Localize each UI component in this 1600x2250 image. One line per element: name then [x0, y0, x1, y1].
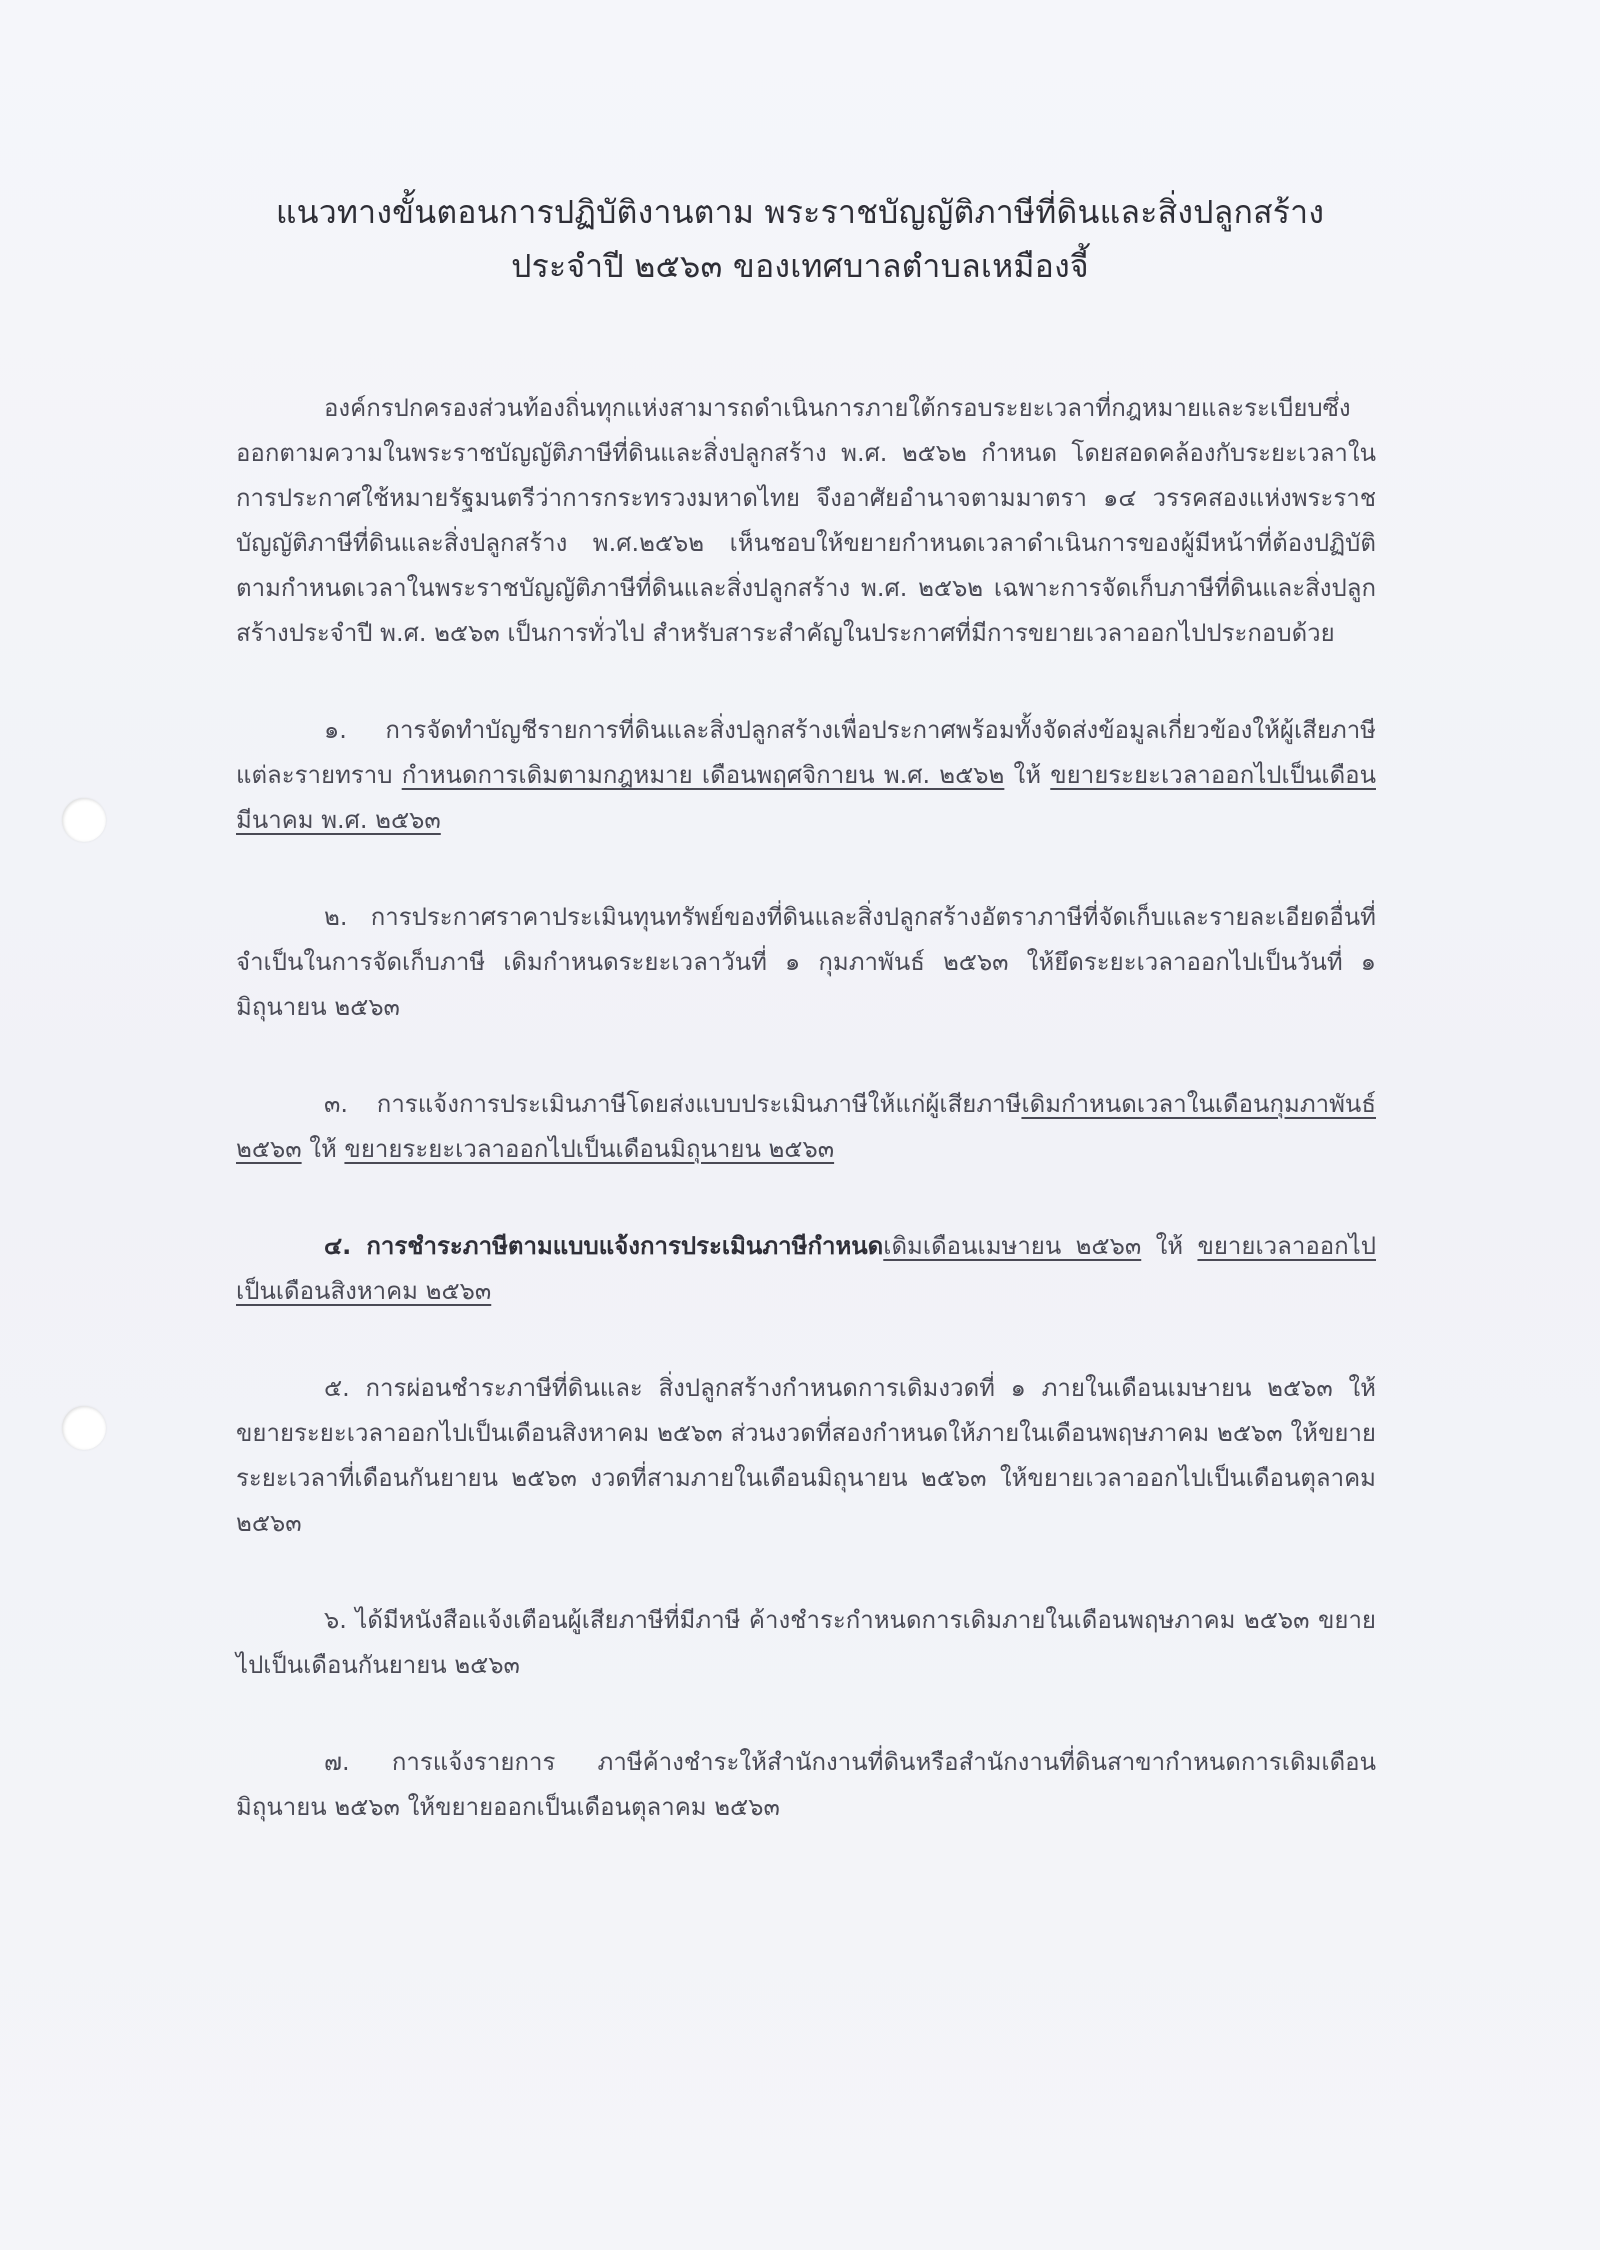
list-item-3: [236, 1082, 1376, 1172]
item-4-connector: ให้: [1141, 1232, 1198, 1260]
item-1-original-date: กำหนดการเดิมตามกฎหมาย เดือนพฤศจิกายน พ.ศ. ๒๕๖๒: [401, 761, 1005, 789]
punch-hole: [62, 1406, 106, 1450]
item-5-text: ๕. การผ่อนชำระภาษีที่ดินและ สิ่งปลูกสร้างกำหนดการเดิมงวดที่ ๑ ภายในเดือนเมษายน ๒๕๖๓ ให้ขยายระยะเวลาออกไปเป็นเดือนสิงหาคม ๒๕๖๓ ส่วนงวดที่สองกำหนดให้ภายในเดือนพฤษภาคม ๒๕๖๓ ให้ขยายระยะเวลาที่เดือนกันยายน ๒๕๖๓ งวดที่สามภายในเดือนมิถุนายน ๒๕๖๓ ให้ขยายเวลาออกไปเป็นเดือนตุลาคม ๒๕๖๓: [236, 1374, 1376, 1537]
list-item-6: [236, 1598, 1376, 1688]
item-1-connector: ให้: [1004, 761, 1051, 789]
item-1-new-date: ขยายระยะเวลาออกไปเป็นเดือนมีนาคม พ.ศ. ๒๕๖๓: [236, 761, 1376, 834]
document-title: [150, 185, 1450, 293]
list-item-2: [236, 895, 1376, 1030]
title-line-2: ประจำปี ๒๕๖๓ ของเทศบาลตำบลเหมืองจี้: [511, 247, 1089, 285]
item-4-new-date: ขยายเวลาออกไปเป็นเดือนสิงหาคม ๒๕๖๓: [236, 1232, 1376, 1305]
item-3-text: ๓. การแจ้งการประเมินภาษีโดยส่งแบบประเมินภาษีให้แก่ผู้เสียภาษี: [324, 1090, 1022, 1118]
item-3-new-date: ขยายระยะเวลาออกไปเป็นเดือนมิถุนายน ๒๕๖๓: [344, 1135, 835, 1163]
list-item-7: [236, 1740, 1376, 1830]
list-item-4: [236, 1224, 1376, 1314]
item-7-text: ๗. การแจ้งรายการ ภาษีค้างชำระให้สำนักงานที่ดินหรือสำนักงานที่ดินสาขากำหนดการเดิมเดือนมิถุนายน ๒๕๖๓ ให้ขยายออกเป็นเดือนตุลาคม ๒๕๖๓: [236, 1748, 1376, 1821]
item-3-connector: ให้: [301, 1135, 345, 1163]
list-item-1: [236, 708, 1376, 843]
item-1-text: ๑. การจัดทำบัญชีรายการที่ดินและสิ่งปลูกสร้างเพื่อประกาศพร้อมทั้งจัดส่งข้อมูลเกี่ยวข้องให้ผู้เสียภาษีแต่ละรายทราบ: [236, 716, 1376, 789]
intro-paragraph: องค์กรปกครองส่วนท้องถิ่นทุกแห่งสามารถดำเนินการภายใต้กรอบระยะเวลาที่กฎหมายและระเบียบซึ่งออกตามความในพระราชบัญญัติภาษีที่ดินและสิ่งปลูกสร้าง พ.ศ. ๒๕๖๒ กำหนด โดยสอดคล้องกับระยะเวลาในการประกาศใช้หมายรัฐมนตรีว่าการกระทรวงมหาดไทย จึงอาศัยอำนาจตามมาตรา ๑๔ วรรคสองแห่งพระราชบัญญัติภาษีที่ดินและสิ่งปลูกสร้าง พ.ศ.๒๕๖๒ เห็นชอบให้ขยายกำหนดเวลาดำเนินการของผู้มีหน้าที่ต้องปฏิบัติตามกำหนดเวลาในพระราชบัญญัติภาษีที่ดินและสิ่งปลูกสร้าง พ.ศ. ๒๕๖๒ เฉพาะการจัดเก็บภาษีที่ดินและสิ่งปลูกสร้างประจำปี พ.ศ. ๒๕๖๓ เป็นการทั่วไป สำหรับสาระสำคัญในประกาศที่มีการขยายเวลาออกไปประกอบด้วย: [236, 394, 1376, 647]
item-4-original-date: เดิมเดือนเมษายน ๒๕๖๓: [883, 1232, 1142, 1260]
list-item-5: [236, 1366, 1376, 1546]
title-line-1: แนวทางขั้นตอนการปฏิบัติงานตาม พระราชบัญญัติภาษีที่ดินและสิ่งปลูกสร้าง: [275, 193, 1325, 231]
item-2-text: ๒. การประกาศราคาประเมินทุนทรัพย์ของที่ดินและสิ่งปลูกสร้างอัตราภาษีที่จัดเก็บและรายละเอียดอื่นที่จำเป็นในการจัดเก็บภาษี เดิมกำหนดระยะเวลาวันที่ ๑ กุมภาพันธ์ ๒๕๖๓ ให้ยึดระยะเวลาออกไปเป็นวันที่ ๑ มิถุนายน ๒๕๖๓: [236, 903, 1376, 1021]
item-4-text: ๔. การชำระภาษีตามแบบแจ้งการประเมินภาษีกำหนด: [324, 1232, 884, 1260]
item-6-text: ๖. ได้มีหนังสือแจ้งเตือนผู้เสียภาษีที่มีภาษี ค้างชำระกำหนดการเดิมภายในเดือนพฤษภาคม ๒๕๖๓ ขยายไปเป็นเดือนกันยายน ๒๕๖๓: [236, 1606, 1376, 1679]
document-body: [236, 386, 1376, 1882]
item-3-original-date: เดิมกำหนดเวลาในเดือนกุมภาพันธ์ ๒๕๖๓: [236, 1090, 1376, 1163]
punch-hole: [62, 798, 106, 842]
